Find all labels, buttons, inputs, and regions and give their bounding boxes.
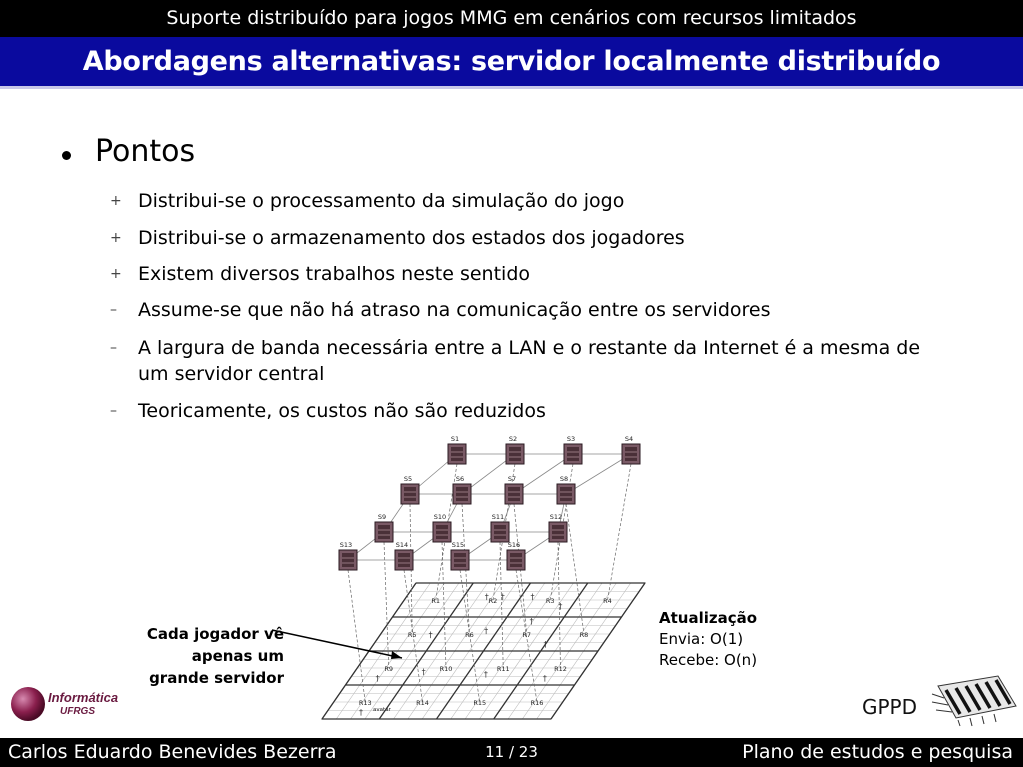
left-caption-line2: apenas um bbox=[191, 647, 284, 665]
slide-title: Abordagens alternativas: servidor localmente distribuído bbox=[82, 46, 941, 77]
left-caption-line3: grande servidor bbox=[149, 669, 284, 687]
avatar-icon: † bbox=[530, 592, 535, 602]
server-label: S9 bbox=[377, 513, 387, 521]
server-icon bbox=[549, 522, 567, 542]
list-item-text: Existem diversos trabalhos neste sentido bbox=[138, 263, 531, 285]
informatica-ufrgs-logo bbox=[10, 684, 130, 724]
server-label: S8 bbox=[559, 475, 569, 483]
presentation-title: Suporte distribuído para jogos MMG em cenários com recursos limitados bbox=[166, 7, 857, 29]
region-label: R13 bbox=[358, 699, 372, 707]
server-icon bbox=[506, 444, 524, 464]
server-label: S3 bbox=[566, 435, 576, 443]
server-label: S6 bbox=[455, 475, 465, 483]
avatar-icon: † bbox=[428, 630, 433, 640]
server-label: S10 bbox=[433, 513, 447, 521]
server-label: S7 bbox=[507, 475, 517, 483]
server-label: S16 bbox=[507, 541, 521, 549]
gppd-chip-icon bbox=[932, 676, 1016, 726]
update-caption bbox=[659, 608, 757, 671]
update-caption-receive: Recebe: O(n) bbox=[659, 651, 758, 669]
logo-sphere-icon bbox=[11, 687, 45, 721]
logo-text-informatica: Informática bbox=[48, 690, 119, 705]
avatar-icon: † bbox=[359, 708, 364, 718]
region-label: R10 bbox=[439, 665, 453, 673]
footer-course: Plano de estudos e pesquisa bbox=[742, 741, 1013, 763]
region-label: R4 bbox=[603, 597, 612, 605]
list-item-text: Distribui-se o armazenamento dos estados dos jogadores bbox=[138, 227, 685, 249]
avatar-icon: † bbox=[542, 674, 547, 684]
avatar-icon: † bbox=[483, 670, 488, 680]
region-label: R12 bbox=[554, 665, 567, 673]
server-icon bbox=[433, 522, 451, 542]
server-label: S4 bbox=[624, 435, 634, 443]
distributed-server-diagram bbox=[300, 432, 660, 727]
server-links bbox=[348, 454, 631, 560]
list-item-text: Assume-se que não há atraso na comunicação entre os servidores bbox=[138, 299, 771, 321]
logo-text-ufrgs: UFRGS bbox=[60, 706, 95, 717]
server-label: S5 bbox=[403, 475, 413, 483]
plus-icon: + bbox=[110, 193, 122, 209]
avatar-icon: † bbox=[543, 640, 548, 650]
server-icon bbox=[557, 484, 575, 504]
server-label: S13 bbox=[339, 541, 353, 549]
server-icon bbox=[401, 484, 419, 504]
gppd-logo-text: GPPD bbox=[862, 695, 918, 719]
server-icon bbox=[448, 444, 466, 464]
avatar-icon: † bbox=[421, 667, 426, 677]
region-label: R15 bbox=[473, 699, 487, 707]
region-label: R3 bbox=[545, 597, 555, 605]
list-item-text: Teoricamente, os custos não são reduzidos bbox=[138, 400, 546, 422]
footer-bar bbox=[0, 738, 1023, 767]
server-icon bbox=[505, 484, 523, 504]
footer-author: Carlos Eduardo Benevides Bezerra bbox=[8, 741, 337, 763]
presentation-title-bar bbox=[0, 0, 1023, 37]
caption-arrow bbox=[270, 626, 410, 666]
list-item-text: Distribui-se o processamento da simulação do jogo bbox=[138, 190, 625, 212]
server-label: S12 bbox=[549, 513, 563, 521]
avatar-icon: † bbox=[484, 626, 489, 636]
avatar-icon: † bbox=[484, 592, 489, 602]
minus-icon: – bbox=[110, 302, 117, 318]
server-label: S14 bbox=[395, 541, 409, 549]
server-label: S11 bbox=[491, 513, 505, 521]
left-caption bbox=[120, 623, 284, 689]
slide-title-bar bbox=[0, 37, 1023, 86]
server-label: S2 bbox=[508, 435, 518, 443]
main-bullet-label: Pontos bbox=[95, 134, 196, 169]
avatar-icon: † bbox=[529, 617, 534, 627]
update-caption-send: Envia: O(1) bbox=[659, 630, 744, 648]
server-icon bbox=[375, 522, 393, 542]
minus-icon: – bbox=[110, 340, 117, 356]
avatar-icon: † bbox=[558, 602, 563, 612]
page-number: 11 / 23 bbox=[485, 743, 538, 761]
region-label: R6 bbox=[465, 631, 474, 639]
region-label: R7 bbox=[522, 631, 532, 639]
server-icon bbox=[564, 444, 582, 464]
plus-icon: + bbox=[110, 266, 122, 282]
region-label: R8 bbox=[579, 631, 589, 639]
list-item-text: A largura de banda necessária entre a LAN e o restante da Internet é a mesma de um servidor central bbox=[138, 337, 921, 385]
avatar-icon: † bbox=[375, 674, 380, 684]
server-icon bbox=[491, 522, 509, 542]
server-icon bbox=[453, 484, 471, 504]
region-label: R5 bbox=[407, 631, 417, 639]
server-label: S1 bbox=[450, 435, 460, 443]
update-caption-title: Atualização bbox=[659, 609, 758, 627]
region-label: R14 bbox=[416, 699, 429, 707]
server-icon bbox=[395, 550, 413, 570]
bullet-dot-icon bbox=[62, 151, 71, 160]
plus-icon: + bbox=[110, 230, 122, 246]
server-icon bbox=[451, 550, 469, 570]
region-label: R2 bbox=[488, 597, 498, 605]
server-icon bbox=[339, 550, 357, 570]
region-label: R9 bbox=[384, 665, 394, 673]
server-icon bbox=[622, 444, 640, 464]
server-icon bbox=[507, 550, 525, 570]
server-label: S15 bbox=[451, 541, 465, 549]
left-caption-line1: Cada jogador vê bbox=[146, 625, 284, 643]
title-divider bbox=[0, 86, 1023, 89]
avatar-icon: † bbox=[500, 592, 505, 602]
region-label: R11 bbox=[496, 665, 510, 673]
region-label: R1 bbox=[431, 597, 441, 605]
region-label: R16 bbox=[530, 699, 544, 707]
avatar-label: avatar bbox=[373, 707, 391, 714]
gppd-logo bbox=[860, 672, 1018, 728]
minus-icon: – bbox=[110, 403, 117, 419]
